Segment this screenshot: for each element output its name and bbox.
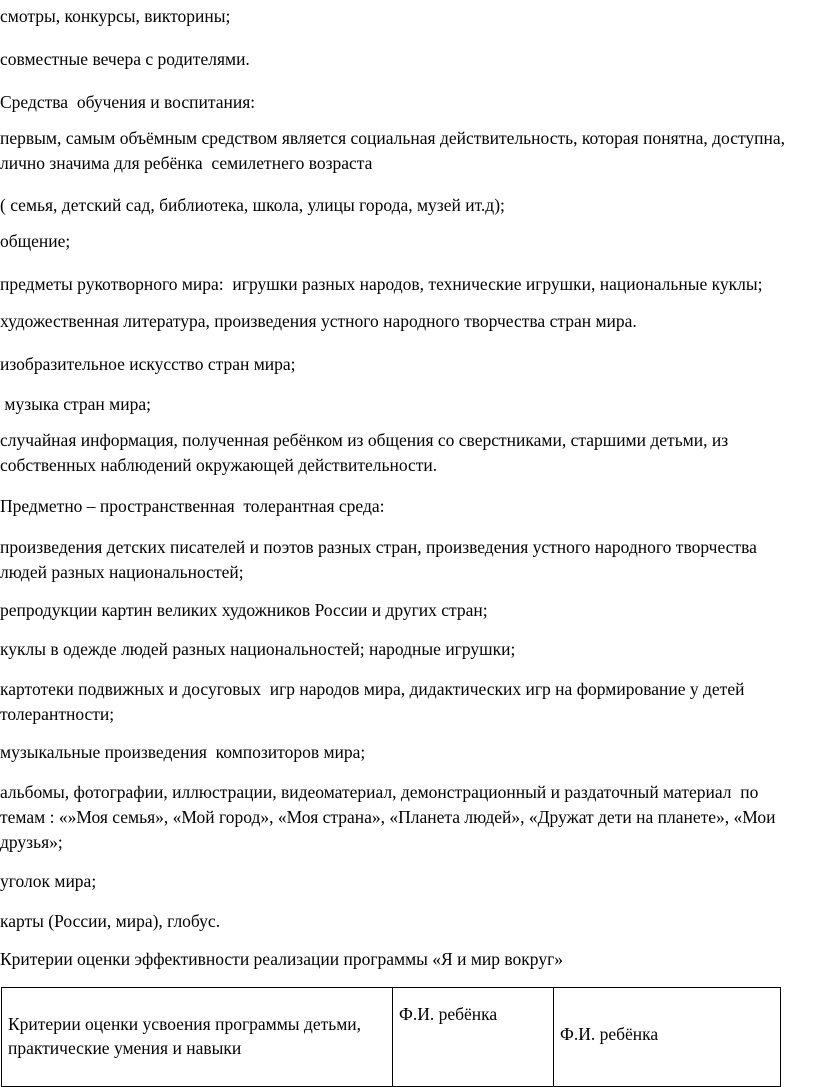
paragraph-game-cards: картотеки подвижных и досуговых игр народов мира, дидактических игр на формирование у детей толерантности; [0, 679, 749, 724]
paragraph-environment-heading: Предметно – пространственная толерантная среда: [0, 496, 385, 516]
table-cell-child-name-1-text: Ф.И. ребёнка [399, 1004, 498, 1024]
paragraph-writers-works: произведения детских писателей и поэтов разных стран, произведения устного народного творчества людей разных национальностей; [0, 537, 762, 582]
paragraph-communication: общение; [0, 231, 71, 251]
paragraph-criteria-heading: Критерии оценки эффективности реализации программы «Я и мир вокруг» [0, 949, 563, 969]
paragraph-maps-globe: карты (России, мира), глобус. [0, 911, 221, 931]
paragraph-parent-evenings: совместные вечера с родителями. [0, 49, 250, 69]
table-cell-child-name-2-text: Ф.И. ребёнка [560, 1024, 659, 1044]
paragraph-dolls: куклы в одежде людей разных национальностей; народные игрушки; [0, 639, 516, 659]
criteria-table [1, 987, 781, 1087]
paragraph-literature: художественная литература, произведения устного народного творчества стран мира. [0, 311, 637, 331]
paragraph-random-info: случайная информация, полученная ребёнком из общения со сверстниками, старшими детьми, из собственных наблюдений окружающей действительности. [0, 430, 733, 475]
paragraph-reproductions: репродукции картин великих художников России и других стран; [0, 600, 488, 620]
paragraph-family-list: ( семья, детский сад, библиотека, школа, улицы города, музей ит.д); [0, 195, 505, 215]
paragraph-musical-works: музыкальные произведения композиторов мира; [0, 742, 366, 762]
paragraph-social-reality: первым, самым объёмным средством является социальная действительность, которая понятна, доступна, лично значима для ребёнка семилетнего возраста [0, 128, 790, 173]
paragraph-albums: альбомы, фотографии, иллюстрации, видеоматериал, демонстрационный и раздаточный материал по темам : «»Моя семья», «Мой город», «Моя страна», «Планета людей», «Дружат дети на планете», «Мои друзья»; [0, 782, 780, 852]
table-cell-criteria [2, 988, 393, 1087]
criteria-table-wrapper [1, 987, 779, 1086]
paragraph-reviews: смотры, конкурсы, викторины; [0, 6, 231, 26]
paragraph-means-heading: Средства обучения и воспитания: [0, 92, 256, 112]
paragraph-fine-art: изобразительное искусство стран мира; [0, 354, 296, 374]
table-row [2, 988, 781, 1087]
paragraph-handmade-objects: предметы рукотворного мира: игрушки разных народов, технические игрушки, национальные куклы; [0, 274, 763, 294]
table-cell-child-name-1 [393, 988, 554, 1087]
table-cell-criteria-text: Критерии оценки усвоения программы детьми, практические умения и навыки [8, 1014, 362, 1058]
paragraph-music: музыка стран мира; [0, 394, 151, 414]
table-cell-child-name-2 [554, 988, 781, 1087]
paragraph-peace-corner: уголок мира; [0, 871, 97, 891]
